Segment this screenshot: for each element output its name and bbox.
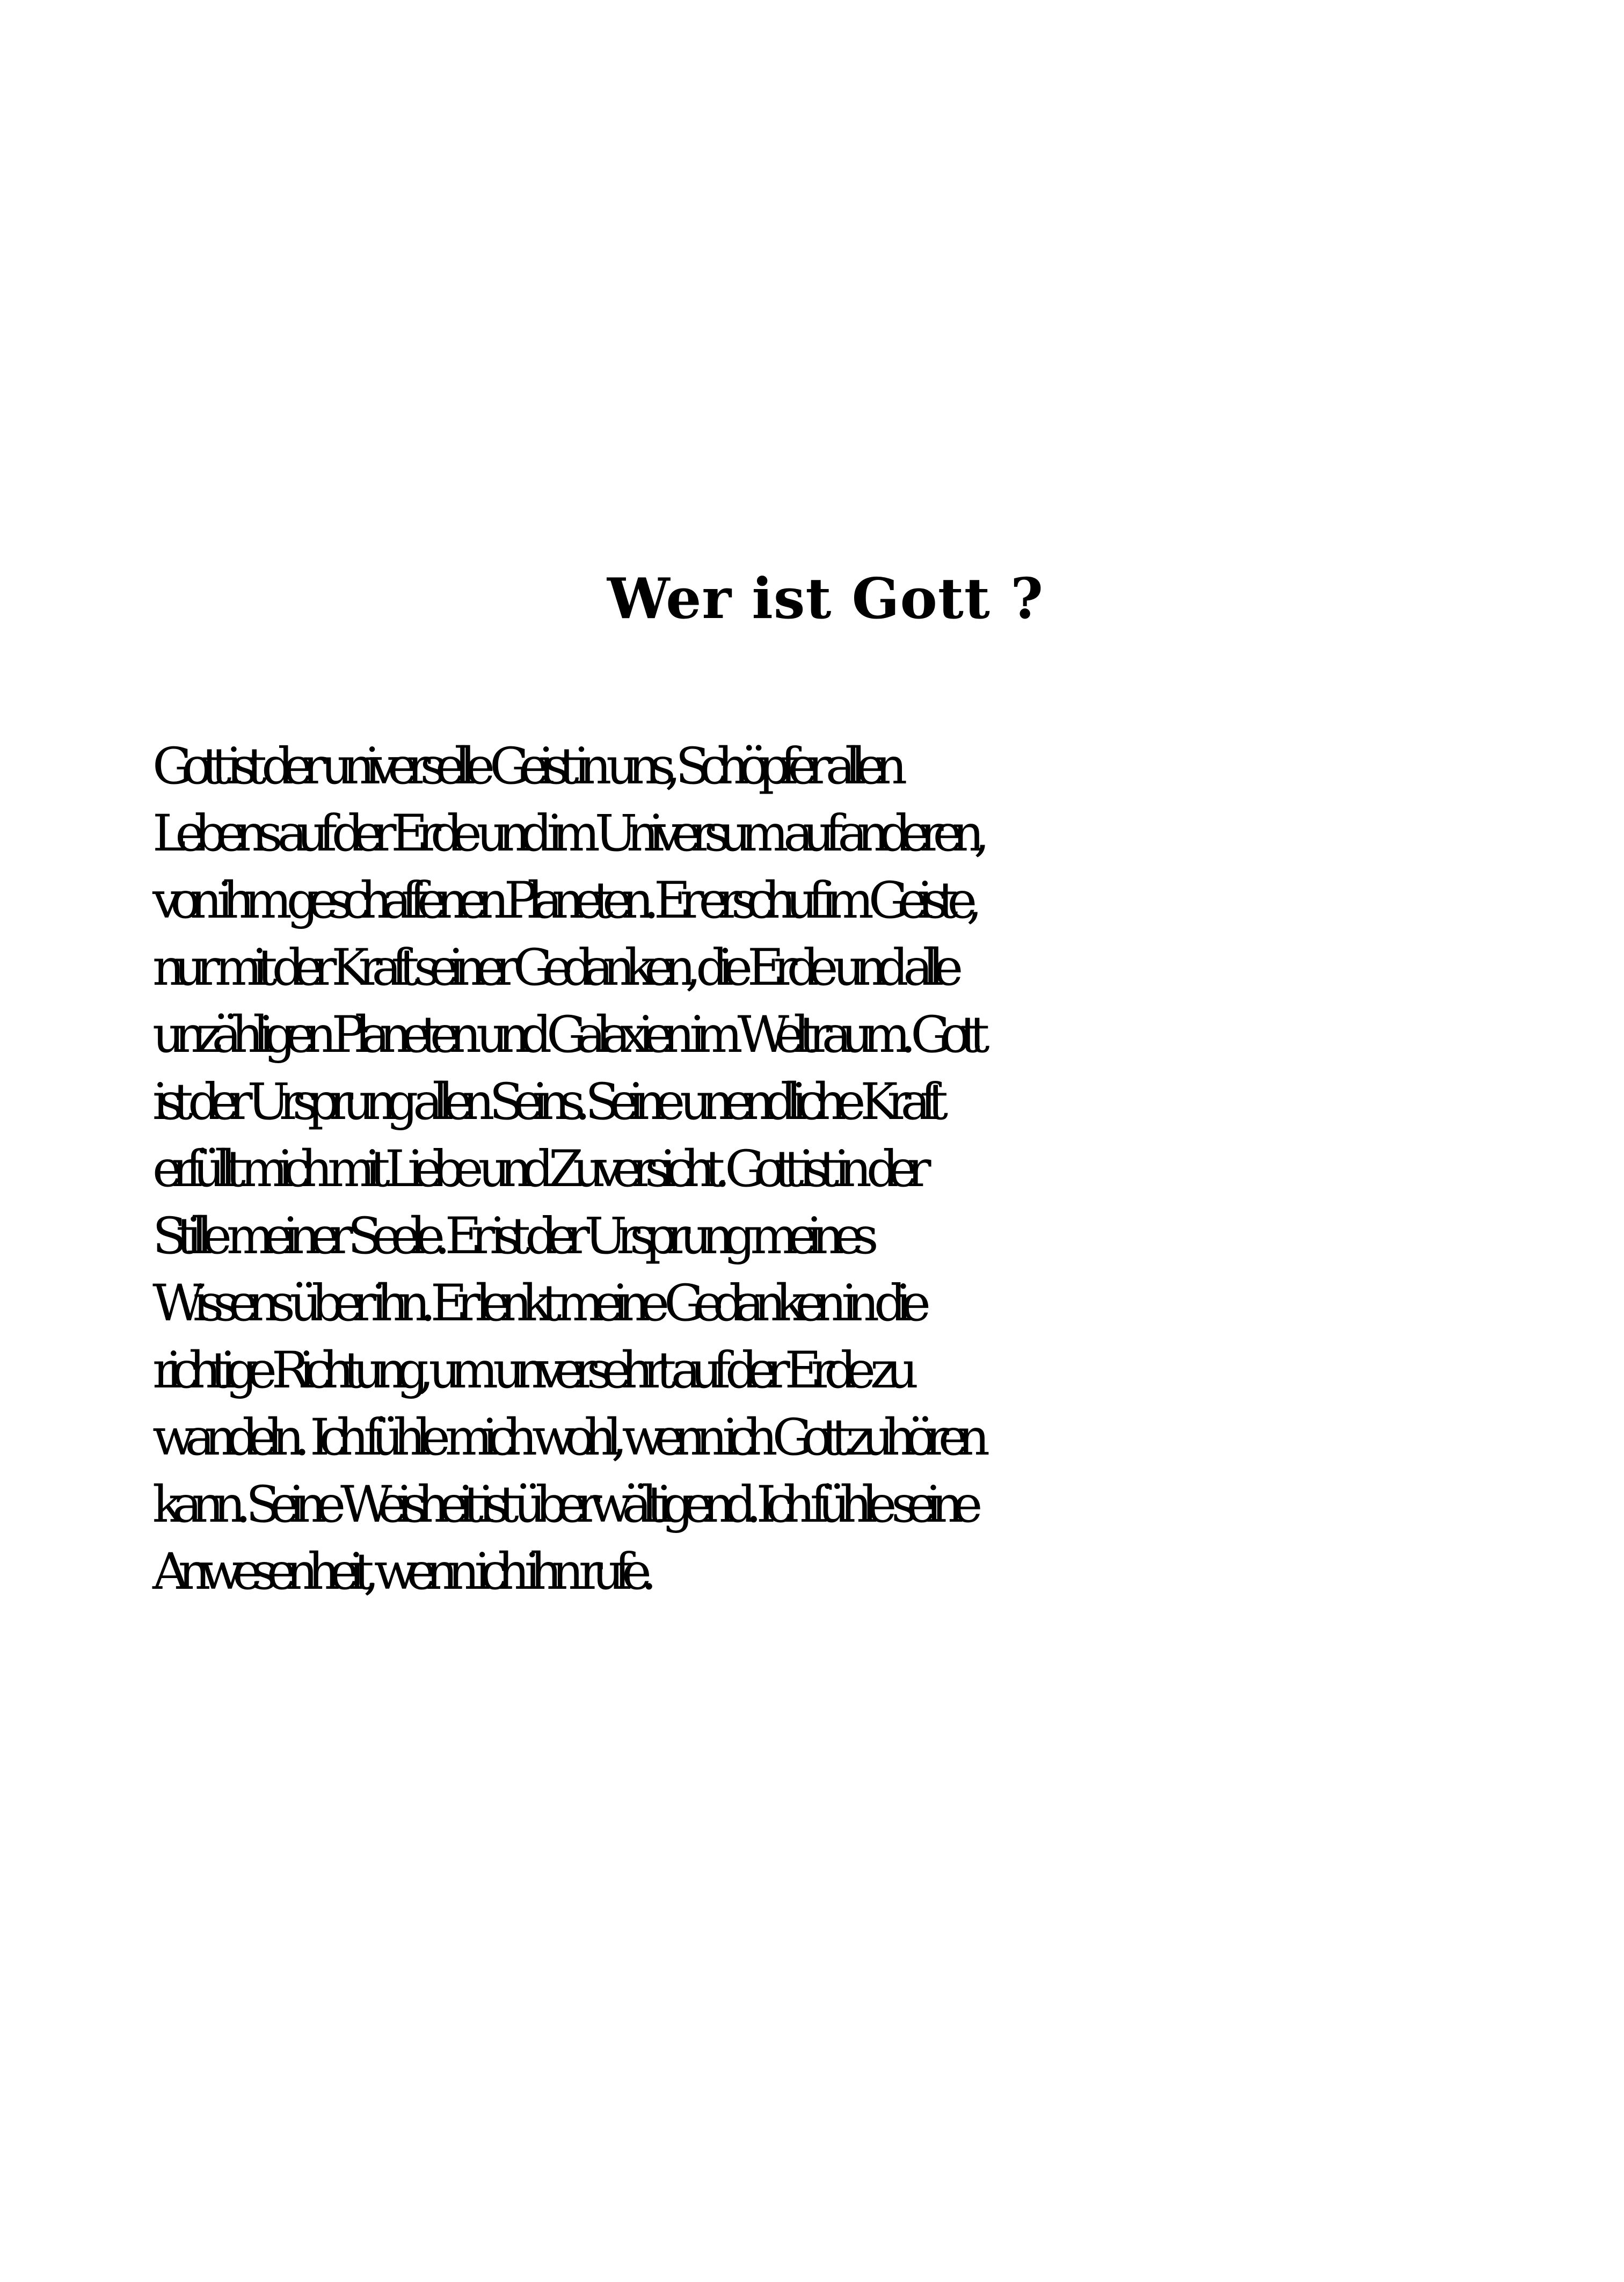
text-line: richtige Richtung, um unversehrt auf der Erde zu bbox=[152, 1341, 908, 1400]
page-title: Wer ist Gott ? bbox=[607, 565, 1044, 631]
text-line: nur mit der Kraft seiner Gedanken, die Erde und alle bbox=[152, 939, 953, 997]
text-line: kann. Seine Weisheit ist überwältigend. Ich fühle seine bbox=[152, 1476, 972, 1534]
text-line: Wissens über ihn. Er lenkt meine Gedanken in die bbox=[152, 1274, 920, 1333]
text-line: wandeln. Ich fühle mich wohl, wenn ich Gott zuhören bbox=[152, 1408, 979, 1467]
text-line: ist der Ursprung allen Seins. Seine unendliche Kraft bbox=[152, 1073, 938, 1131]
text-line: von ihm geschaffenen Planeten. Er erschuf im Geiste, bbox=[152, 871, 972, 930]
text-line: unzähligen Planeten und Galaxien im Weltraum. Gott bbox=[152, 1006, 979, 1064]
text-line: Anwesenheit, wenn ich ihn rufe. bbox=[152, 1543, 646, 1601]
body-paragraph bbox=[152, 733, 1613, 1605]
text-line: erfüllt mich mit Liebe und Zuversicht. Gott ist in der bbox=[152, 1140, 921, 1198]
text-line: Stille meiner Seele. Er ist der Ursprung meines bbox=[152, 1207, 868, 1266]
text-line: Lebens auf der Erde und im Universum auf anderen, bbox=[152, 804, 979, 863]
text-line: Gott ist der universelle Geist in uns, Schöpfer allen bbox=[152, 737, 897, 796]
